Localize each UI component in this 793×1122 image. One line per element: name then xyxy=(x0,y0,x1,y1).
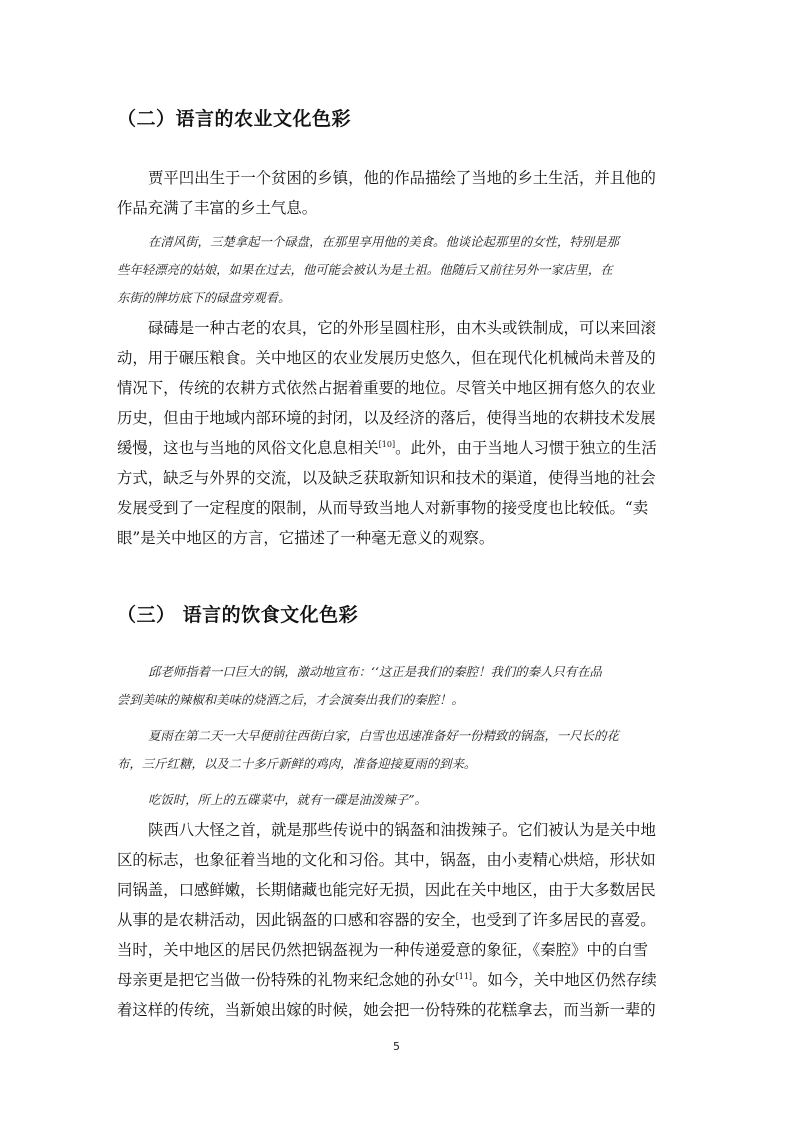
quote-line: 吃饭时，所上的五碟菜中，就有一碟是油泼辣子”。 xyxy=(148,792,427,807)
quote-line: 邱老师指着一口巨大的锅，激动地宣布：‘‘这正是我们的秦腔！我们的秦人只有在品 xyxy=(148,664,602,679)
text-line xyxy=(117,965,677,995)
text-line: 动，用于碾压粮食。关中地区的农业发展历史悠久，但在现代化机械尚未普及的 xyxy=(117,349,656,367)
section-heading-food: （三） 语言的饮食文化色彩 xyxy=(117,604,359,626)
quote-qingfeng-street xyxy=(117,228,677,312)
text-line: 历史，但由于地域内部环境的封闭，以及经济的落后，使得当地的农耕技术发展 xyxy=(117,409,656,427)
text-line: 发展受到了一定程度的限制，从而导致当地人对新事物的接受度也比较低。“卖 xyxy=(117,499,649,517)
quote-line: 些年轻漂亮的姑娘，如果在过去，他可能会被认为是土祖。他随后又前往另外一家店里，在 xyxy=(117,262,613,277)
text-line: 方式，缺乏与外界的交流，以及缺乏获取新知识和技术的渠道，使得当地的社会 xyxy=(117,469,656,487)
text-line: 区的标志，也象征着当地的文化和习俗。其中，锅盔，由小麦精心烘焙，形状如 xyxy=(117,851,656,869)
text-line: 眼”是关中地区的方言，它描述了一种毫无意义的观察。 xyxy=(117,529,495,547)
paragraph-guokui xyxy=(117,815,677,1025)
text-line: 着这样的传统，当新娘出嫁的时候，她会把一份特殊的花糕拿去，而当新一辈的 xyxy=(117,1001,656,1019)
text-line: 陕西八大怪之首，就是那些传说中的锅盔和油拨辣子。它们被认为是关中地 xyxy=(148,821,656,839)
quote-line: 在清风街，三楚拿起一个碌盘，在那里享用他的美食。他谈论起那里的女性，特别是那 xyxy=(148,234,619,249)
section-heading-agriculture: （二）语言的农业文化色彩 xyxy=(117,108,352,130)
paragraph-author-intro xyxy=(117,163,677,223)
text-line xyxy=(117,433,677,463)
text-segment: 。如今，关中地区仍然存续 xyxy=(472,971,657,989)
text-segment: 。此外，由于当地人习惯于独立的生活 xyxy=(395,439,657,457)
text-line: 碌碡是一种古老的农具，它的外形呈圆柱形，由木头或铁制成，可以来回滚 xyxy=(148,319,656,337)
page-number: 5 xyxy=(393,1040,400,1053)
text-line: 贾平凹出生于一个贫困的乡镇，他的作品描绘了当地的乡土生活，并且他的 xyxy=(148,169,656,187)
text-line: 当时，关中地区的居民仍然把锅盔视为一种传递爱意的象征，《秦腔》中的白雪 xyxy=(117,941,648,959)
text-line: 从事的是农耕活动，因此锅盔的口感和容器的安全，也受到了许多居民的喜爱。 xyxy=(117,911,656,929)
citation-11[interactable]: [11] xyxy=(455,971,473,981)
quote-line: 布，三斤红糖，以及二十多斤新鲜的鸡肉，准备迎接夏雨的到来。 xyxy=(117,756,477,771)
paragraph-stone-roller xyxy=(117,313,677,553)
text-segment: 缓慢，这也与当地的风俗文化息息相关 xyxy=(117,439,379,457)
quote-line: 尝到美味的辣椒和美味的烧酒之后，才会演奏出我们的秦腔！。 xyxy=(117,692,464,707)
text-line: 同锅盖，口感鲜嫩，长期储藏也能完好无损，因此在关中地区，由于大多数居民 xyxy=(117,881,656,899)
quote-five-dishes xyxy=(117,786,677,814)
quote-teacher-qiu xyxy=(117,658,677,714)
citation-10[interactable]: [10] xyxy=(378,439,396,449)
quote-line: 东街的牌坊底下的碌盘旁观看。 xyxy=(117,290,291,305)
quote-xia-yu xyxy=(117,722,677,778)
text-segment: 母亲更是把它当做一份特殊的礼物来纪念她的孙女 xyxy=(117,971,456,989)
text-line: 情况下，传统的农耕方式依然占据着重要的地位。尽管关中地区拥有悠久的农业 xyxy=(117,379,656,397)
quote-line: 夏雨在第二天一大早便前往西街白家，白雪也迅速准备好一份精致的锅盔，一尺长的花 xyxy=(148,728,619,743)
text-line: 作品充满了丰富的乡土气息。 xyxy=(117,199,318,217)
